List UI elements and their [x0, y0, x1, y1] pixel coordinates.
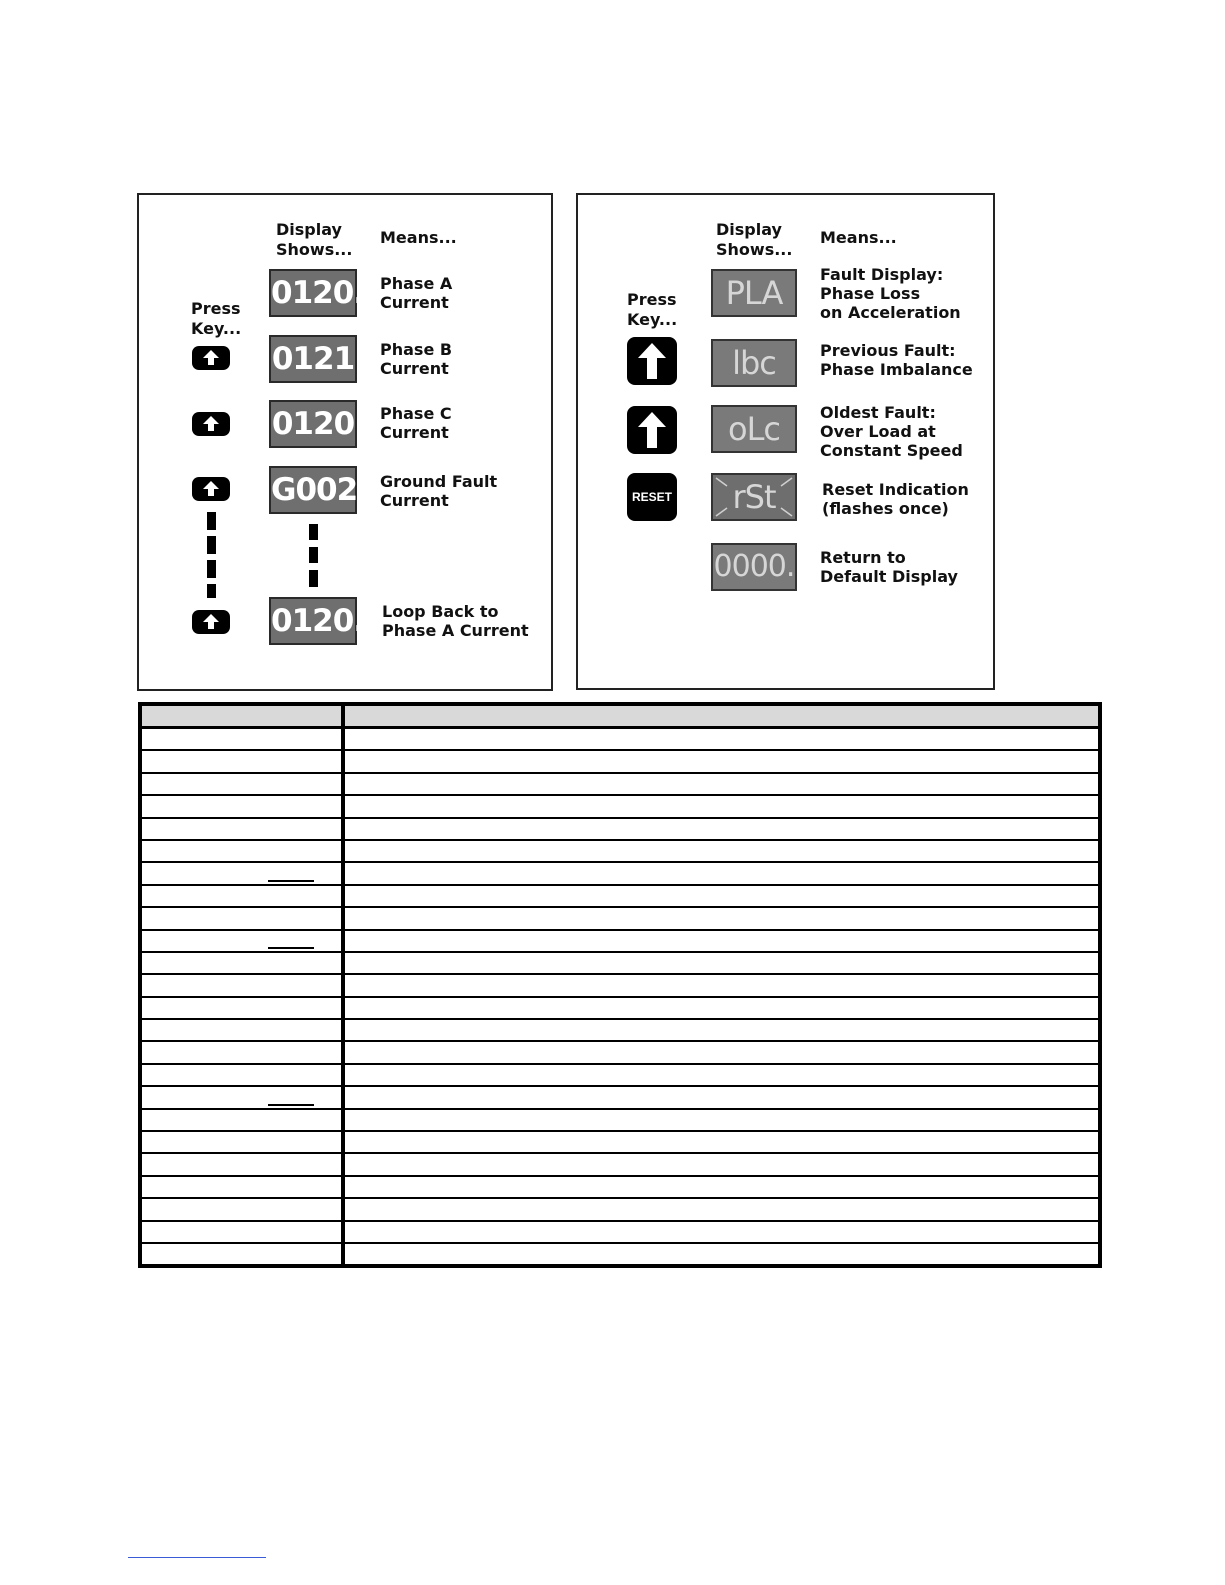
dash-connector: [207, 536, 216, 554]
table-row: [140, 1221, 1100, 1243]
right-header-means: Means...: [820, 228, 897, 247]
right-means-1: Fault Display: Phase Loss on Acceleration: [820, 265, 961, 322]
table-cell: [343, 930, 1100, 952]
left-header-means: Means...: [380, 228, 457, 247]
left-means-2: Phase B Current: [380, 340, 453, 378]
table-row: [140, 930, 1100, 952]
right-display-5: 0000.: [711, 543, 797, 591]
table-row: [140, 750, 1100, 772]
right-display-3: oLc: [711, 405, 797, 453]
dash-connector: [309, 570, 318, 587]
dash-connector: [309, 524, 318, 540]
reset-key-icon[interactable]: [627, 473, 677, 521]
table-cell: [343, 728, 1100, 751]
up-arrow-key-icon[interactable]: [192, 610, 230, 634]
reset-key-label: RESET: [631, 490, 672, 504]
table-row: [140, 1086, 1100, 1108]
table-cell: [140, 907, 343, 929]
table-row: [140, 997, 1100, 1019]
right-display-4: [711, 473, 797, 521]
table-cell: [140, 1041, 343, 1063]
table-cell: [343, 1064, 1100, 1086]
table-cell: [140, 728, 343, 751]
right-header-display: Display Shows...: [716, 220, 793, 259]
table-cell: [140, 773, 343, 795]
dash-connector: [207, 584, 216, 598]
table-cell: [140, 1176, 343, 1198]
table-cell: [140, 795, 343, 817]
table-row: [140, 1041, 1100, 1063]
underline-mark: [268, 947, 314, 949]
table-cell: [343, 1041, 1100, 1063]
dash-connector: [309, 547, 318, 563]
right-means-5: Return to Default Display: [820, 548, 958, 586]
table-cell: [140, 885, 343, 907]
table-row: [140, 1153, 1100, 1175]
table-cell: [343, 885, 1100, 907]
table-cell: [140, 974, 343, 996]
left-means-5: Loop Back to Phase A Current: [382, 602, 529, 640]
table-cell: [343, 1153, 1100, 1175]
up-arrow-key-icon[interactable]: [627, 406, 677, 454]
table-header-cell: [343, 704, 1100, 728]
left-display-3: 0120: [269, 400, 357, 448]
up-arrow-key-icon[interactable]: [192, 412, 230, 436]
table-row: [140, 1109, 1100, 1131]
right-display-4-text: rSt: [732, 478, 776, 516]
table-cell: [343, 818, 1100, 840]
table-row: [140, 1243, 1100, 1266]
right-means-3: Oldest Fault: Over Load at Constant Speed: [820, 403, 963, 460]
table-cell: [140, 840, 343, 862]
table-row: [140, 1064, 1100, 1086]
table-row: [140, 862, 1100, 884]
table-cell: [343, 1198, 1100, 1220]
table-row: [140, 907, 1100, 929]
table-row: [140, 974, 1100, 996]
table-cell: [343, 1109, 1100, 1131]
table-cell: [140, 1064, 343, 1086]
blank-table: [138, 702, 1102, 1268]
table-cell: [140, 1153, 343, 1175]
left-display-1: 0120.: [269, 269, 357, 317]
table-cell: [343, 773, 1100, 795]
dash-connector: [207, 512, 216, 530]
table-cell: [140, 1019, 343, 1041]
table-cell: [343, 1086, 1100, 1108]
table-header-cell: [140, 704, 343, 728]
table-row: [140, 728, 1100, 751]
left-display-2: 0121: [269, 335, 357, 383]
table-cell: [343, 1176, 1100, 1198]
table-cell: [343, 1131, 1100, 1153]
right-header-press-key: Press Key...: [627, 290, 678, 329]
left-header-press-key: Press Key...: [191, 299, 242, 338]
table-cell: [343, 1243, 1100, 1266]
table-header-row: [140, 704, 1100, 728]
table-cell: [140, 818, 343, 840]
right-means-2: Previous Fault: Phase Imbalance: [820, 341, 973, 379]
table-row: [140, 1176, 1100, 1198]
underline-mark: [268, 880, 314, 882]
table-cell: [140, 997, 343, 1019]
table-cell: [343, 1221, 1100, 1243]
table-cell: [140, 930, 343, 952]
table-row: [140, 795, 1100, 817]
table-row: [140, 1019, 1100, 1041]
right-display-2: lbc: [711, 339, 797, 387]
up-arrow-key-icon[interactable]: [192, 346, 230, 370]
table-cell: [140, 862, 343, 884]
table-cell: [140, 1109, 343, 1131]
left-display-5: 0120.: [269, 597, 357, 645]
up-arrow-key-icon[interactable]: [627, 337, 677, 385]
table-cell: [343, 795, 1100, 817]
table-row: [140, 840, 1100, 862]
table-cell: [343, 862, 1100, 884]
table-cell: [140, 1131, 343, 1153]
table-cell: [343, 750, 1100, 772]
table-cell: [343, 974, 1100, 996]
table-cell: [140, 1221, 343, 1243]
table-cell: [140, 1198, 343, 1220]
table-cell: [343, 1019, 1100, 1041]
table-row: [140, 818, 1100, 840]
table-cell: [140, 952, 343, 974]
left-display-4: G002: [269, 466, 357, 514]
right-display-1: PLA: [711, 269, 797, 317]
table-row: [140, 885, 1100, 907]
left-means-3: Phase C Current: [380, 404, 452, 442]
dash-connector: [207, 560, 216, 578]
table-row: [140, 1198, 1100, 1220]
left-means-4: Ground Fault Current: [380, 472, 498, 510]
table-cell: [343, 952, 1100, 974]
left-means-1: Phase A Current: [380, 274, 453, 312]
table-cell: [343, 997, 1100, 1019]
underline-mark: [268, 1104, 314, 1106]
right-means-4: Reset Indication (flashes once): [822, 480, 969, 518]
table-cell: [140, 750, 343, 772]
up-arrow-key-icon[interactable]: [192, 477, 230, 501]
table-cell: [140, 1243, 343, 1266]
table-row: [140, 952, 1100, 974]
table-row: [140, 773, 1100, 795]
footer-link-underline: [128, 1557, 266, 1558]
table-cell: [140, 1086, 343, 1108]
table-cell: [343, 907, 1100, 929]
table-row: [140, 1131, 1100, 1153]
table-cell: [343, 840, 1100, 862]
left-header-display: Display Shows...: [276, 220, 353, 259]
